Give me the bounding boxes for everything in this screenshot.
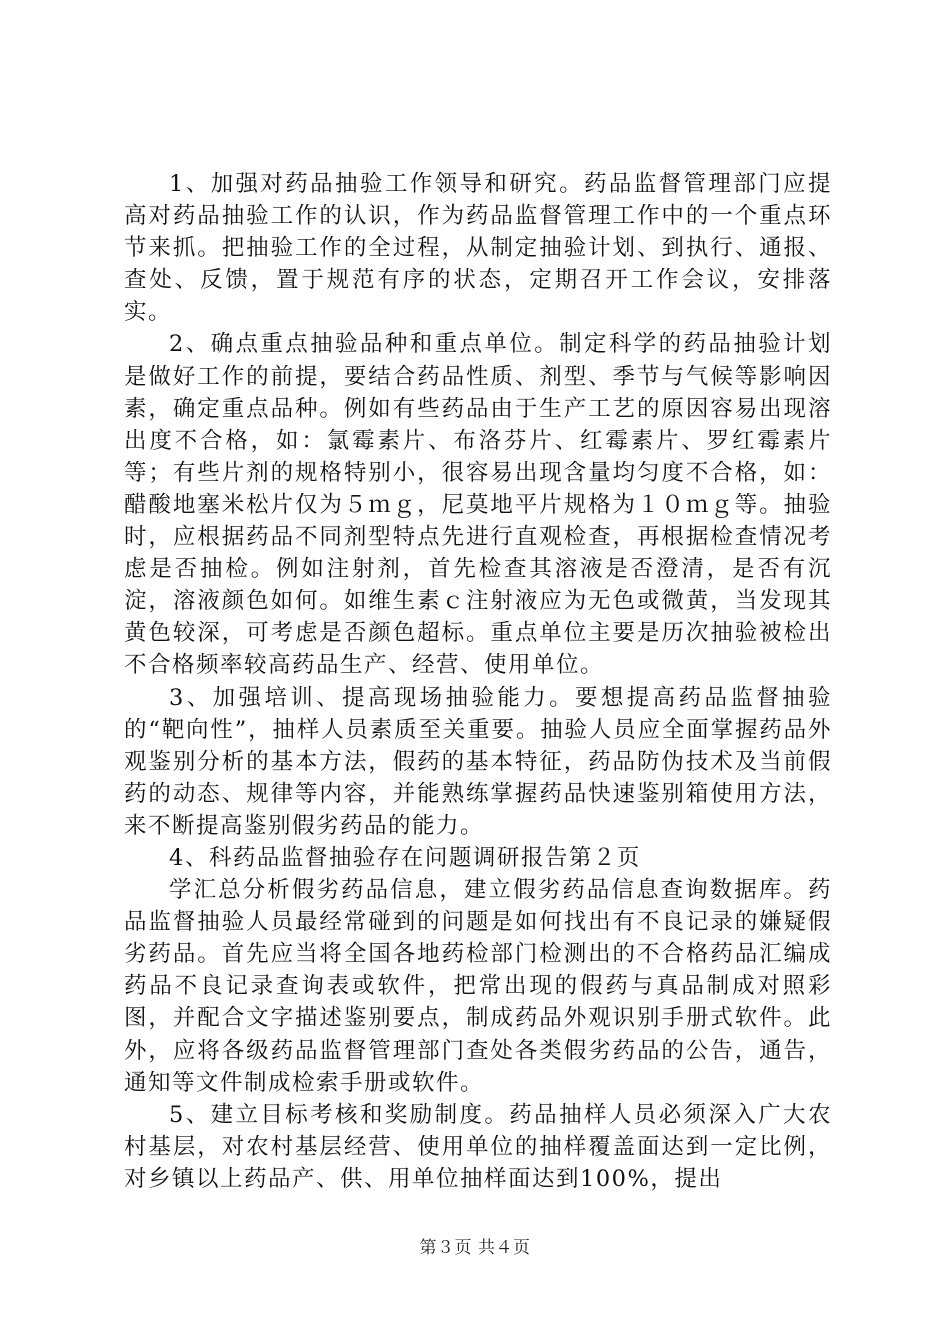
paragraph-2: 2、确点重点抽验品种和重点单位。制定科学的药品抽验计划是做好工作的前提，要结合药品性质、剂型、季节与气候等影响因素，确定重点品种。例如有些药品由于生产工艺的原因容易出现溶出度不合格，如：氯霉素片、布洛芬片、红霉素片、罗红霉素片等；有些片剂的规格特别小，很容易出现含量均匀度不合格，如：醋酸地塞米松片仅为５ｍｇ，尼莫地平片规格为１０ｍｇ等。抽验时，应根据药品不同剂型特点先进行直观检查，再根据检查情况考虑是否抽检。例如注射剂，首先检查其溶液是否澄清，是否有沉淀，溶液颜色如何。如维生素ｃ注射液应为无色或微黄，当发现其黄色较深，可考虑是否颜色超标。重点单位主要是历次抽验被检出不合格频率较高药品生产、经营、使用单位。 <box>124 331 832 679</box>
paragraph-3: 3、加强培训、提高现场抽验能力。要想提高药品监督抽验的“靶向性”，抽样人员素质至关重要。抽验人员应全面掌握药品外观鉴别分析的基本方法，假药的基本特征，药品防伪技术及当前假药的动态、规律等内容，并能熟练掌握药品快速鉴别箱使用方法，来不断提高鉴别假劣药品的能力。 <box>124 684 832 839</box>
page-footer: 第３页 共４页 <box>419 1238 531 1258</box>
paragraph-1: 1、加强对药品抽验工作领导和研究。药品监督管理部门应提高对药品抽验工作的认识，作为药品监督管理工作中的一个重点环节来抓。把抽验工作的全过程，从制定抽验计划、到执行、通报、查处、反馈，置于规范有序的状态，定期召开工作会议，安排落实。 <box>124 171 832 326</box>
paragraph-6: 5、建立目标考核和奖励制度。药品抽样人员必须深入广大农村基层，对农村基层经营、使用单位的抽样覆盖面达到一定比例，对乡镇以上药品产、供、用单位抽样面达到100%，提出 <box>124 1101 832 1192</box>
document-body <box>124 168 832 1195</box>
paragraph-5: 学汇总分析假劣药品信息，建立假劣药品信息查询数据库。药品监督抽验人员最经常碰到的问题是如何找出有不良记录的嫌疑假劣药品。首先应当将全国各地药检部门检测出的不合格药品汇编成药品不良记录查询表或软件，把常出现的假药与真品制成对照彩图，并配合文字描述鉴别要点，制成药品外观识别手册式软件。此外，应将各级药品监督管理部门查处各类假劣药品的公告，通告，通知等文件制成检索手册或软件。 <box>124 877 832 1096</box>
paragraph-4: 4、科药品监督抽验存在问题调研报告第２页 <box>169 844 641 871</box>
